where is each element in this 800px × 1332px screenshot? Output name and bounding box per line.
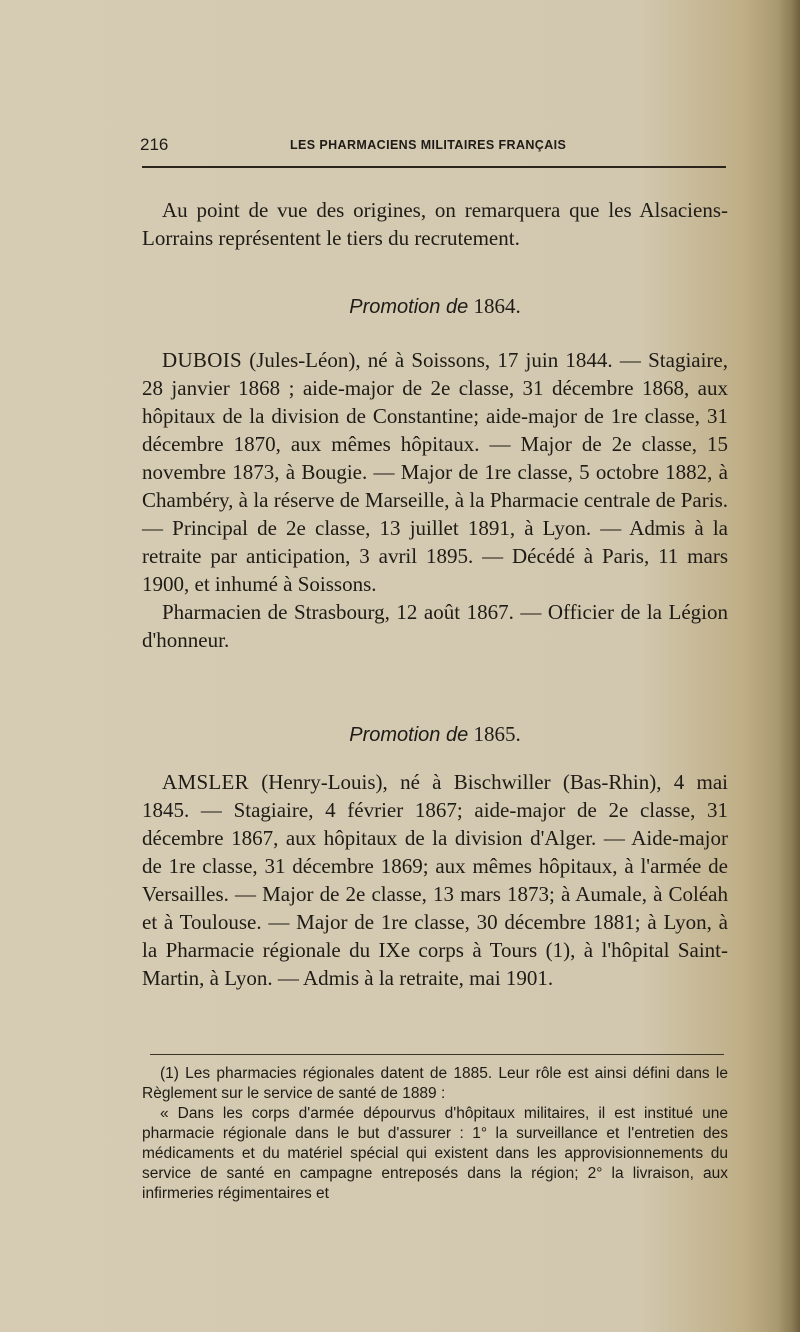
footnote-rule (150, 1054, 724, 1055)
entry-name: AMSLER (162, 770, 249, 794)
page-number: 216 (140, 135, 169, 154)
footnote-1: (1) Les pharmacies régionales datent de 1885. Leur rôle est ainsi défini dans le Règlement sur le service de santé de 1889 : (142, 1065, 728, 1102)
intro-paragraph: Au point de vue des origines, on remarquera que les Alsaciens-Lorrains représentent le tiers du recrutement. (142, 198, 728, 250)
entry-paragraph (142, 768, 728, 992)
heading-label: Promotion de (349, 296, 469, 318)
entry-paragraph (142, 346, 728, 598)
page-header (140, 135, 730, 155)
footnote-quote: « Dans les corps d'armée dépourvus d'hôpitaux militaires, il est institué une pharmacie régionale dans le but d'assurer : 1° la surveillance et l'entretien des médicaments et du matériel spécial qui existent dans les approvisionnements du service de santé en campagne entreposés dans la région; 2° la livraison, aux infirmeries régimentaires et (142, 1105, 728, 1202)
page-edge-shadow (778, 0, 800, 1332)
entry-text: (Jules-Léon), né à Soissons, 17 juin 1844. — Stagiaire, 28 janvier 1868 ; aide-major de 2e classe, 31 décembre 1868, aux hôpitaux de la division de Constantine; aide-major de 1re classe, 31 décembre 1870, aux mêmes hôpitaux. — Major de 2e classe, 15 novembre 1873, à Bougie. — Major de 1re classe, 5 octobre 1882, à Chambéry, à la réserve de Marseille, à la Pharmacie centrale de Paris. — Principal de 2e classe, 13 juillet 1891, à Lyon. — Admis à la retraite par anticipation, 3 avril 1895. — Décédé à Paris, 11 mars 1900, et inhumé à Soissons. (142, 348, 728, 596)
entry-dubois (142, 346, 728, 654)
running-title: LES PHARMACIENS MILITAIRES FRANÇAIS (290, 138, 567, 152)
section-heading-1864 (142, 294, 728, 319)
entry-name: DUBOIS (162, 348, 242, 372)
entry-amsler (142, 768, 728, 992)
section-heading-1865 (142, 722, 728, 747)
heading-label: Promotion de (349, 724, 469, 746)
footnotes (142, 1064, 728, 1204)
heading-year: 1864. (473, 294, 521, 318)
entry-paragraph-2: Pharmacien de Strasbourg, 12 août 1867. — Officier de la Légion d'honneur. (142, 600, 728, 652)
header-rule (142, 166, 726, 168)
heading-year: 1865. (473, 722, 521, 746)
entry-text: (Henry-Louis), né à Bischwiller (Bas-Rhin), 4 mai 1845. — Stagiaire, 4 février 1867; aide-major de 2e classe, 31 décembre 1867, aux hôpitaux de la division d'Alger. — Aide-major de 1re classe, 31 décembre 1869; aux mêmes hôpitaux, à l'armée de Versailles. — Major de 2e classe, 13 mars 1873; à Aumale, à Coléah et à Toulouse. — Major de 1re classe, 30 décembre 1881; à Lyon, à la Pharmacie régionale du IXe corps à Tours (1), à l'hôpital Saint-Martin, à Lyon. — Admis à la retraite, mai 1901. (142, 770, 728, 990)
